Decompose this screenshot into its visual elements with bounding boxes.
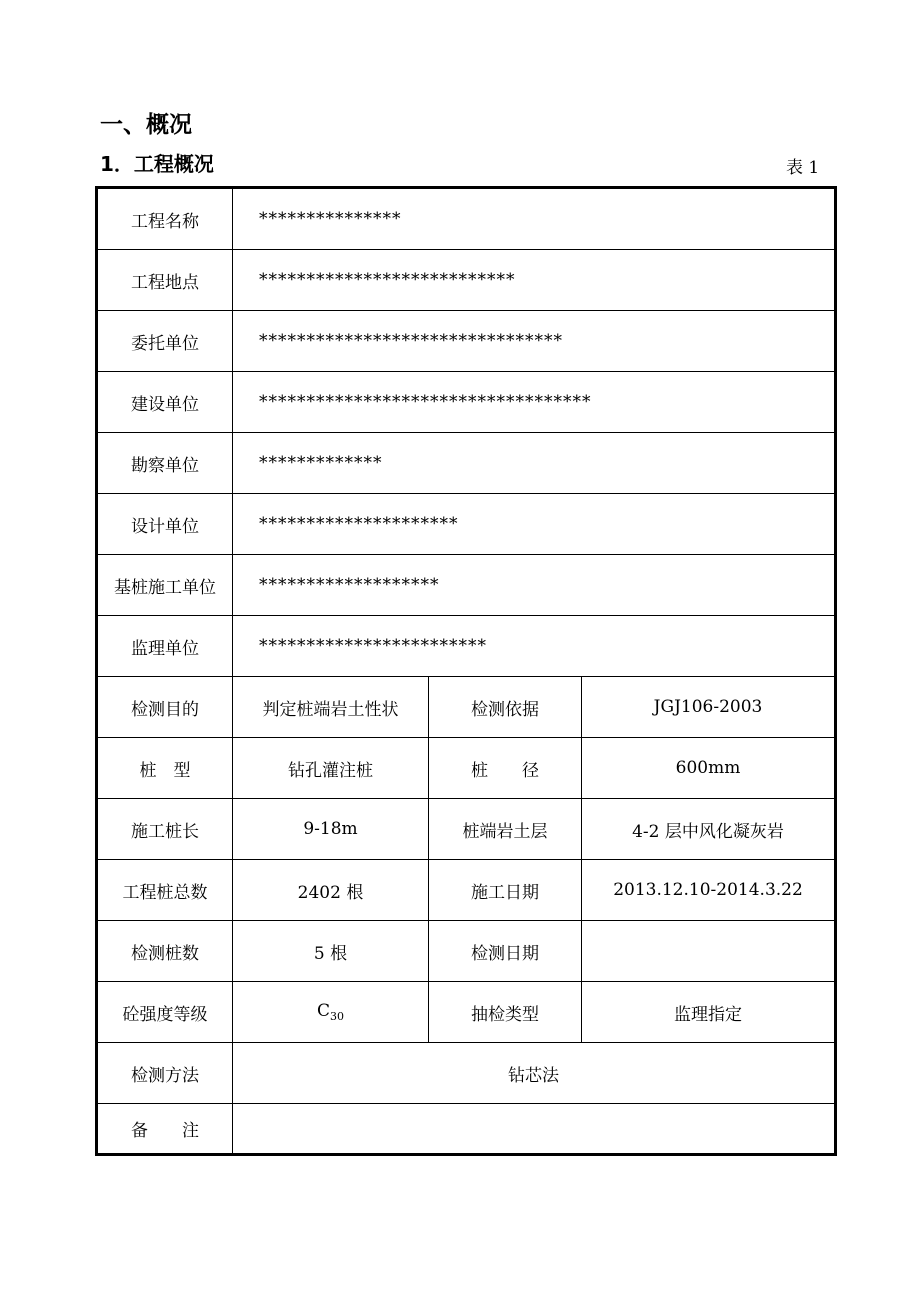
- table-row: [97, 188, 836, 250]
- label-total-piles: 工程桩总数: [97, 860, 233, 921]
- label-bearing-layer: 桩端岩土层: [429, 799, 582, 860]
- value-pile-type: 钻孔灌注桩: [233, 738, 429, 799]
- table-row: [97, 921, 836, 982]
- label-construction-date: 施工日期: [429, 860, 582, 921]
- label-supervisor: 监理单位: [97, 616, 233, 677]
- value-construction-date: 2013.12.10-2014.3.22: [582, 860, 836, 921]
- table-number: 表 1: [786, 158, 820, 178]
- label-project-name: 工程名称: [97, 188, 233, 250]
- table-row: [97, 1043, 836, 1104]
- value-test-date: [582, 921, 836, 982]
- label-pile-length: 施工桩长: [97, 799, 233, 860]
- label-sampling-type: 抽检类型: [429, 982, 582, 1043]
- table-row: [97, 372, 836, 433]
- label-pile-contractor: 基桩施工单位: [97, 555, 233, 616]
- table-row: [97, 555, 836, 616]
- concrete-grade-number: 30: [330, 1010, 344, 1023]
- table-row: [97, 677, 836, 738]
- label-survey-unit: 勘察单位: [97, 433, 233, 494]
- value-test-method: 钻芯法: [233, 1043, 836, 1104]
- label-test-standard: 检测依据: [429, 677, 582, 738]
- value-concrete-grade: [233, 982, 429, 1043]
- value-supervisor: ************************: [233, 616, 836, 677]
- table-row: [97, 250, 836, 311]
- label-pile-diameter: 桩 径: [429, 738, 582, 799]
- label-test-method: 检测方法: [97, 1043, 233, 1104]
- table-row: [97, 616, 836, 677]
- table-row: [97, 738, 836, 799]
- value-test-standard: JGJ106-2003: [582, 677, 836, 738]
- subsection-heading: 1．工程概况: [100, 152, 214, 176]
- label-client: 委托单位: [97, 311, 233, 372]
- value-remarks: [233, 1104, 836, 1155]
- concrete-grade-letter: C: [316, 1001, 330, 1021]
- table-row: [97, 311, 836, 372]
- label-project-location: 工程地点: [97, 250, 233, 311]
- label-remarks: 备 注: [97, 1104, 233, 1155]
- label-pile-type: 桩 型: [97, 738, 233, 799]
- table-row: [97, 982, 836, 1043]
- value-design-unit: *********************: [233, 494, 836, 555]
- value-project-name: ***************: [233, 188, 836, 250]
- table-row: [97, 860, 836, 921]
- label-tested-piles: 检测桩数: [97, 921, 233, 982]
- table-row: [97, 1104, 836, 1155]
- value-test-purpose: 判定桩端岩土性状: [233, 677, 429, 738]
- value-survey-unit: *************: [233, 433, 836, 494]
- table-row: [97, 494, 836, 555]
- label-test-purpose: 检测目的: [97, 677, 233, 738]
- label-design-unit: 设计单位: [97, 494, 233, 555]
- value-bearing-layer: 4-2 层中风化凝灰岩: [582, 799, 836, 860]
- value-pile-contractor: *******************: [233, 555, 836, 616]
- value-tested-piles: 5 根: [233, 921, 429, 982]
- value-pile-diameter: 600mm: [582, 738, 836, 799]
- value-client: ********************************: [233, 311, 836, 372]
- label-concrete-grade: 砼强度等级: [97, 982, 233, 1043]
- value-pile-length: 9-18m: [233, 799, 429, 860]
- label-test-date: 检测日期: [429, 921, 582, 982]
- section-heading: 一、概况: [100, 112, 192, 138]
- table-row: [97, 433, 836, 494]
- value-owner: ***********************************: [233, 372, 836, 433]
- value-sampling-type: 监理指定: [582, 982, 836, 1043]
- label-owner: 建设单位: [97, 372, 233, 433]
- value-project-location: ***************************: [233, 250, 836, 311]
- project-overview-table: [95, 186, 837, 1156]
- table-row: [97, 799, 836, 860]
- value-total-piles: 2402 根: [233, 860, 429, 921]
